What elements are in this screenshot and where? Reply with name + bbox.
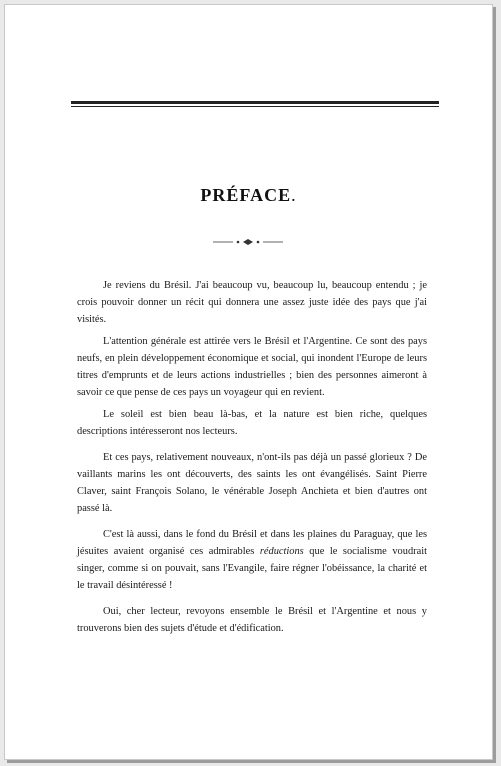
paragraph-5-emphasis: réductions — [259, 546, 304, 557]
paragraph-5 — [77, 526, 427, 594]
preface-body — [77, 277, 427, 646]
header-rule-thick — [71, 101, 439, 104]
page-title — [5, 185, 492, 206]
paragraph-3: Le soleil est bien beau là-bas, et la nature est bien riche, quelques descriptions intéresseront nos lecteurs. — [77, 409, 427, 437]
paragraph-2: L'attention générale est attirée vers le Brésil et l'Argentine. Ce sont des pays neufs, en plein développement économique et social, qui inondent l'Europe de leurs titres d'emprunts et de leurs actions industrielles ; bien des personnes aimeront à savoir ce que pense de ces pays un voyageur qui en revient. — [77, 336, 427, 398]
book-page — [4, 4, 493, 760]
paragraph-4: Et ces pays, relativement nouveaux, n'ont-ils pas déjà un passé glorieux ? De vaillants marins les ont découverts, des saints les ont évangélisés. Saint Pierre Claver, saint François Solano, le vénérable Joseph Anchieta et bien d'autres ont passé là. — [77, 452, 427, 514]
paragraph-5-start: C'est là aussi, dans le fond du Brésil et dans les plaines du Paraguay, que les jésuites avaient organisé ces admirables — [77, 529, 427, 557]
paragraph-6: Oui, cher lecteur, revoyons ensemble le Brésil et l'Argentine et nous y trouverons bien des sujets d'étude et d'édification. — [77, 606, 427, 634]
title-period: . — [291, 185, 297, 205]
header-rule-thin — [71, 106, 439, 107]
title-text: PRÉFACE — [200, 185, 292, 205]
paragraph-5-end: que le socialisme voudrait singer, comme si on pouvait, sans l'Evangile, faire régner l'obéissance, la charité et le travail désintéressé ! — [77, 546, 427, 591]
ornament-divider-icon — [213, 238, 283, 246]
paragraph-1: Je reviens du Brésil. J'ai beaucoup vu, beaucoup lu, beaucoup entendu ; je crois pouvoir donner un récit qui donnera une assez juste idée des pays que j'ai visités. — [77, 280, 427, 325]
